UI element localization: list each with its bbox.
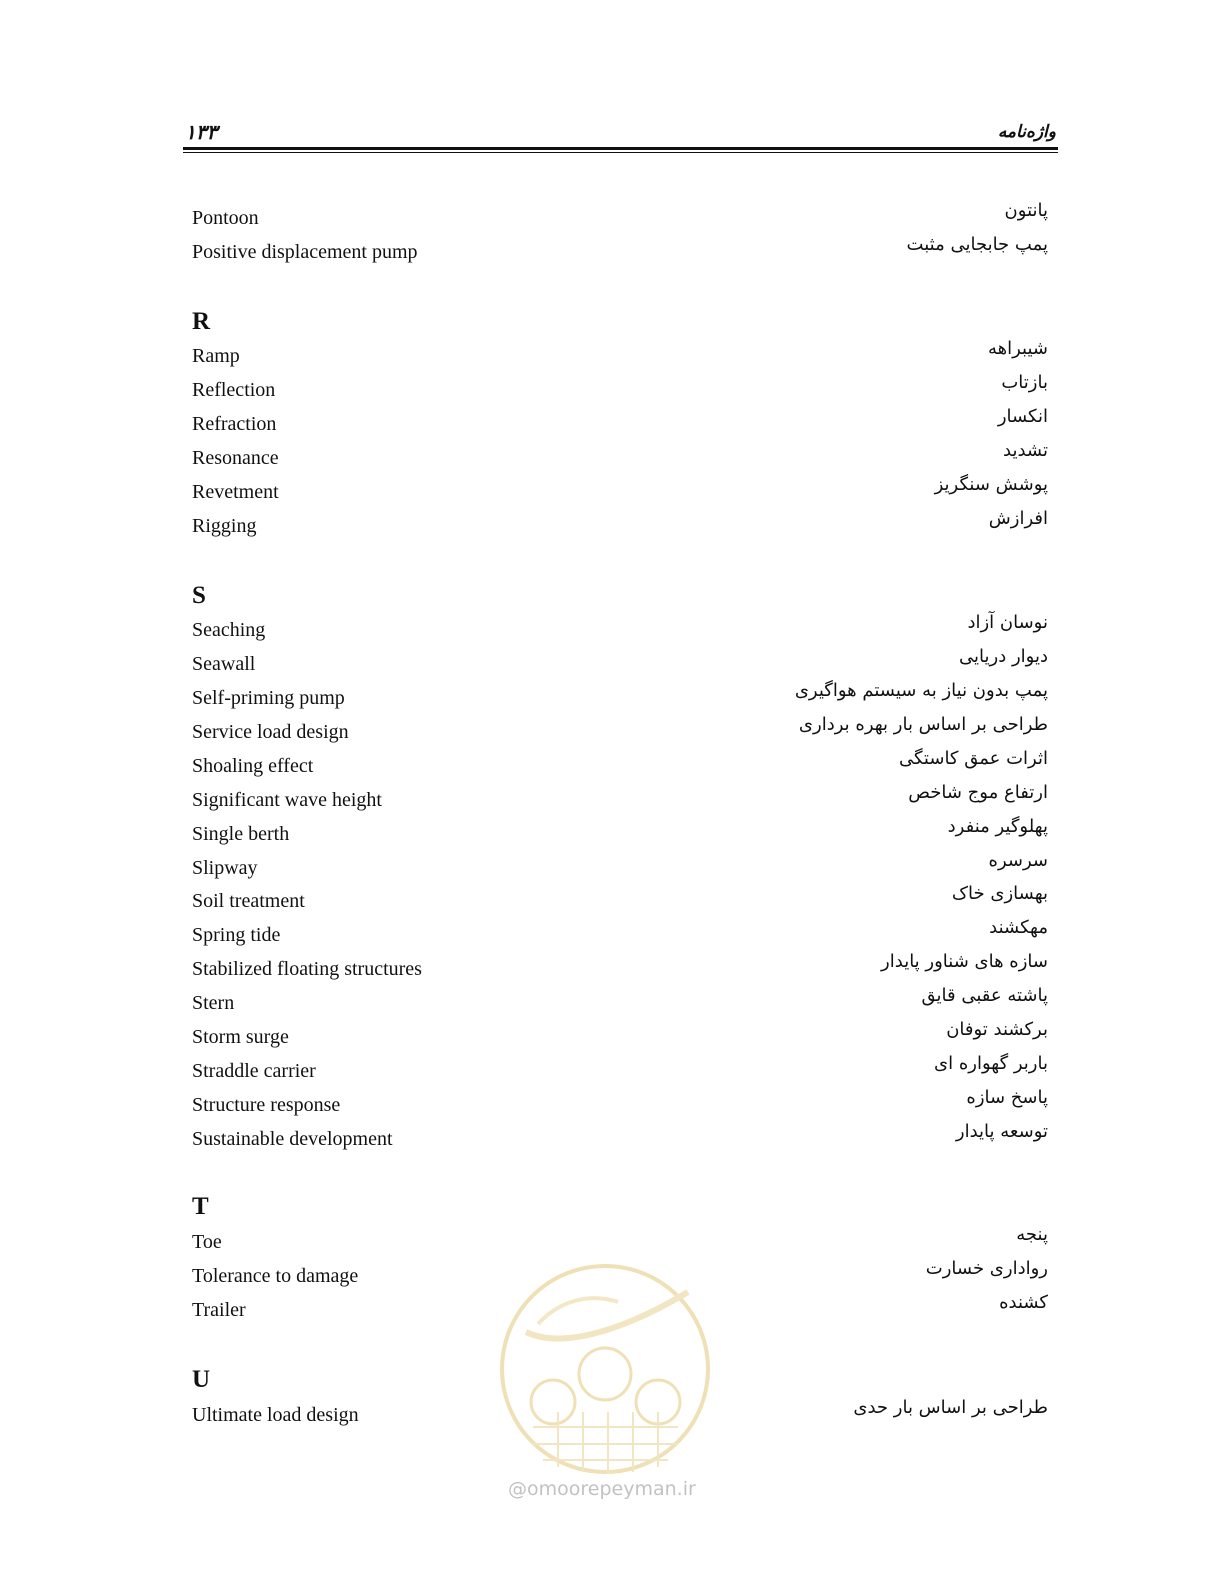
page-number: ۱۳۳ [185, 120, 218, 144]
persian-term: نوسان آزاد [967, 612, 1048, 633]
english-term: Storm surge [192, 1026, 289, 1048]
section-letter-u: U [192, 1366, 211, 1393]
persian-term: پنجه [1016, 1224, 1048, 1245]
glossary-entry [192, 646, 1048, 681]
english-term: Spring tide [192, 924, 281, 946]
glossary-entry [192, 406, 1048, 441]
glossary-entry [192, 1121, 1048, 1156]
persian-term: توسعه پایدار [955, 1121, 1048, 1142]
english-term: Single berth [192, 823, 290, 845]
english-term: Tolerance to damage [192, 1265, 359, 1287]
english-term: Revetment [192, 481, 279, 503]
persian-term: سرسره [988, 850, 1048, 871]
english-term: Seawall [192, 653, 256, 675]
persian-term: پمپ جابجایی مثبت [906, 234, 1048, 255]
english-term: Resonance [192, 447, 279, 469]
persian-term: طراحی بر اساس بار بهره برداری [798, 714, 1048, 735]
section-letter-t: T [192, 1193, 209, 1220]
english-term: Straddle carrier [192, 1060, 316, 1082]
header-rule-thin [183, 152, 1058, 153]
glossary-entry [192, 200, 1048, 235]
glossary-entry [192, 782, 1048, 817]
glossary-entry [192, 474, 1048, 509]
glossary-entry [192, 508, 1048, 543]
persian-term: تشدید [1003, 440, 1048, 461]
persian-term: پمپ بدون نیاز به سیستم هواگیری [794, 680, 1048, 701]
glossary-entry [192, 234, 1048, 269]
glossary-entry [192, 612, 1048, 647]
persian-term: پهلوگیر منفرد [947, 816, 1048, 837]
glossary-entry [192, 985, 1048, 1020]
english-term: Toe [192, 1231, 222, 1253]
persian-term: بهسازی خاک [951, 883, 1048, 904]
english-term: Trailer [192, 1299, 246, 1321]
glossary-entry [192, 1019, 1048, 1054]
glossary-entry [192, 951, 1048, 986]
english-term: Seaching [192, 619, 266, 641]
glossary-entry [192, 440, 1048, 475]
english-term: Ramp [192, 345, 240, 367]
english-term: Positive displacement pump [192, 241, 418, 263]
section-letter-s: S [192, 582, 206, 609]
glossary-entry [192, 714, 1048, 749]
english-term: Significant wave height [192, 789, 382, 811]
english-term: Self-priming pump [192, 687, 345, 709]
watermark-site: @omoorepeyman.ir [508, 1478, 696, 1500]
glossary-entry [192, 680, 1048, 715]
page-header [183, 114, 1058, 154]
glossary-entry [192, 1224, 1048, 1259]
persian-term: دیوار دریایی [959, 646, 1048, 667]
persian-term: پوشش سنگریز [934, 474, 1048, 495]
glossary-entry [192, 917, 1048, 952]
glossary-entry [192, 883, 1048, 918]
glossary-entry [192, 850, 1048, 885]
english-term: Shoaling effect [192, 755, 314, 777]
watermark-logo-icon [498, 1262, 713, 1477]
persian-term: رواداری خسارت [925, 1258, 1048, 1279]
persian-term: افرازش [988, 508, 1048, 529]
persian-term: پانتون [1004, 200, 1048, 221]
persian-term: بازتاب [1001, 372, 1048, 393]
english-term: Stabilized floating structures [192, 958, 422, 980]
persian-term: پاشته عقبی قایق [921, 985, 1048, 1006]
glossary-entry [192, 1087, 1048, 1122]
persian-term: سازه های شناور پایدار [881, 951, 1048, 972]
persian-term: اثرات عمق کاستگی [898, 748, 1048, 769]
english-term: Slipway [192, 857, 258, 879]
english-term: Stern [192, 992, 235, 1014]
persian-term: برکشند توفان [946, 1019, 1048, 1040]
glossary-entry [192, 816, 1048, 851]
english-term: Rigging [192, 515, 257, 537]
persian-term: طراحی بر اساس بار حدی [853, 1397, 1048, 1418]
header-rule-thick [183, 147, 1058, 150]
persian-term: ارتفاع موج شاخص [908, 782, 1048, 803]
glossary-entry [192, 338, 1048, 373]
persian-term: انکسار [997, 406, 1048, 427]
english-term: Soil treatment [192, 890, 305, 912]
english-term: Ultimate load design [192, 1404, 359, 1426]
english-term: Refraction [192, 413, 277, 435]
english-term: Structure response [192, 1094, 341, 1116]
glossary-entry [192, 748, 1048, 783]
persian-term: باربر گهواره ای [934, 1053, 1048, 1074]
persian-term: مهکشند [989, 917, 1048, 938]
persian-term: شیبراهه [987, 338, 1048, 359]
english-term: Pontoon [192, 207, 259, 229]
english-term: Reflection [192, 379, 276, 401]
running-title: واژه‌نامه [997, 122, 1056, 142]
persian-term: کشنده [999, 1292, 1048, 1313]
english-term: Sustainable development [192, 1128, 393, 1150]
glossary-entry [192, 1053, 1048, 1088]
section-letter-r: R [192, 308, 211, 335]
glossary-entry [192, 372, 1048, 407]
english-term: Service load design [192, 721, 349, 743]
persian-term: پاسخ سازه [966, 1087, 1048, 1108]
